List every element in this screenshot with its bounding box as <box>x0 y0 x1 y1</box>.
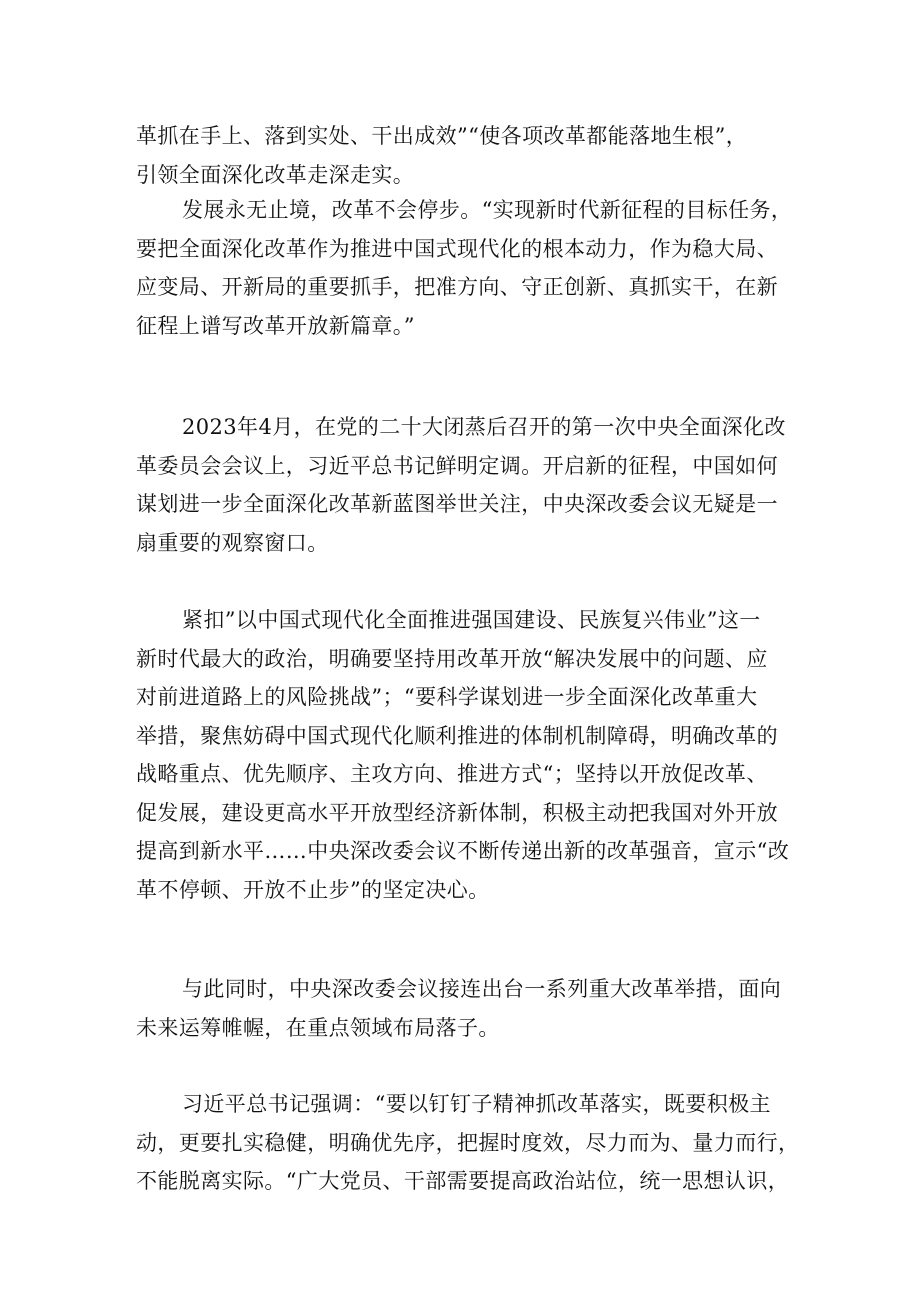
text-line: 未来运筹帷幄，在重点领域布局落子。 <box>136 1015 500 1040</box>
paragraph-1 <box>136 117 804 194</box>
text-line: 战略重点、优先顺序、主攻方向、推进方式“；坚持以开放促改革、 <box>136 762 768 786</box>
text-line: 革委员会会议上，习近平总书记鲜明定调。开启新的征程，中国如何 <box>136 453 778 478</box>
text-line: 革抓在手上、落到实处、干出成效”“使各项改革都能落地生根”， <box>136 124 748 148</box>
paragraph-2 <box>136 191 804 345</box>
text-line: 举措，聚焦妨碍中国式现代化顺利推进的体制机制障碍，明确改革的 <box>136 723 778 748</box>
text-line: 提高到新水平……中央深改委会议不断传递出新的改革强音，宣示“改 <box>136 839 790 863</box>
text-line: 发展永无止境，改革不会停步。“实现新时代新征程的目标任务， <box>182 198 793 222</box>
text-line: 不能脱离实际。“广大党员、干部需要提高政治站位，统一思想认识， <box>136 1169 790 1193</box>
text-line: 习近平总书记强调：“要以钉钉子精神抓改革落实，既要积极主 <box>182 1092 771 1116</box>
paragraph-6 <box>136 1085 804 1201</box>
text-line: 革不停顿、开放不止步”的坚定决心。 <box>136 877 490 902</box>
text-line: 新时代最大的政治，明确要坚持用改革开放“解决发展中的问题、应 <box>136 646 768 671</box>
text-line: 要把全面深化改革作为推进中国式现代化的根本动力，作为稳大局、 <box>136 236 778 261</box>
paragraph-3 <box>136 408 804 562</box>
paragraph-4 <box>136 601 804 909</box>
text-line: 应变局、开新局的重要抓手，把准方向、守正创新、真抓实干，在新 <box>136 275 778 299</box>
text-line: 2023年4月，在党的二十大闭蒸后召开的第一次中央全面深化改 <box>182 415 786 439</box>
text-line: 紧扣”以中国式现代化全面推进强国建设、民族复兴伟业”这一 <box>182 608 761 632</box>
text-line: 征程上谱写改革开放新篇章。” <box>136 313 415 338</box>
text-line: 促发展，建设更高水平开放型经济新体制，积极主动把我国对外开放 <box>136 800 778 825</box>
text-line: 与此同时，中央深改委会议接连出台一系列重大改革举措，面向 <box>182 977 782 1001</box>
text-line: 引领全面深化改革走深走实。 <box>136 162 415 187</box>
text-line: 扇重要的观察窗口。 <box>136 530 329 555</box>
paragraph-5 <box>136 970 804 1047</box>
text-line: 谋划进一步全面深化改革新蓝图举世关注，中央深改委会议无疑是一 <box>136 492 778 516</box>
text-line: 对前进道路上的风险挑战”；“要科学谋划进一步全面深化改革重大 <box>136 685 758 709</box>
text-line: 动，更要扎实稳健，明确优先序，把握时度效，尽力而为、量力而行， <box>136 1130 800 1155</box>
